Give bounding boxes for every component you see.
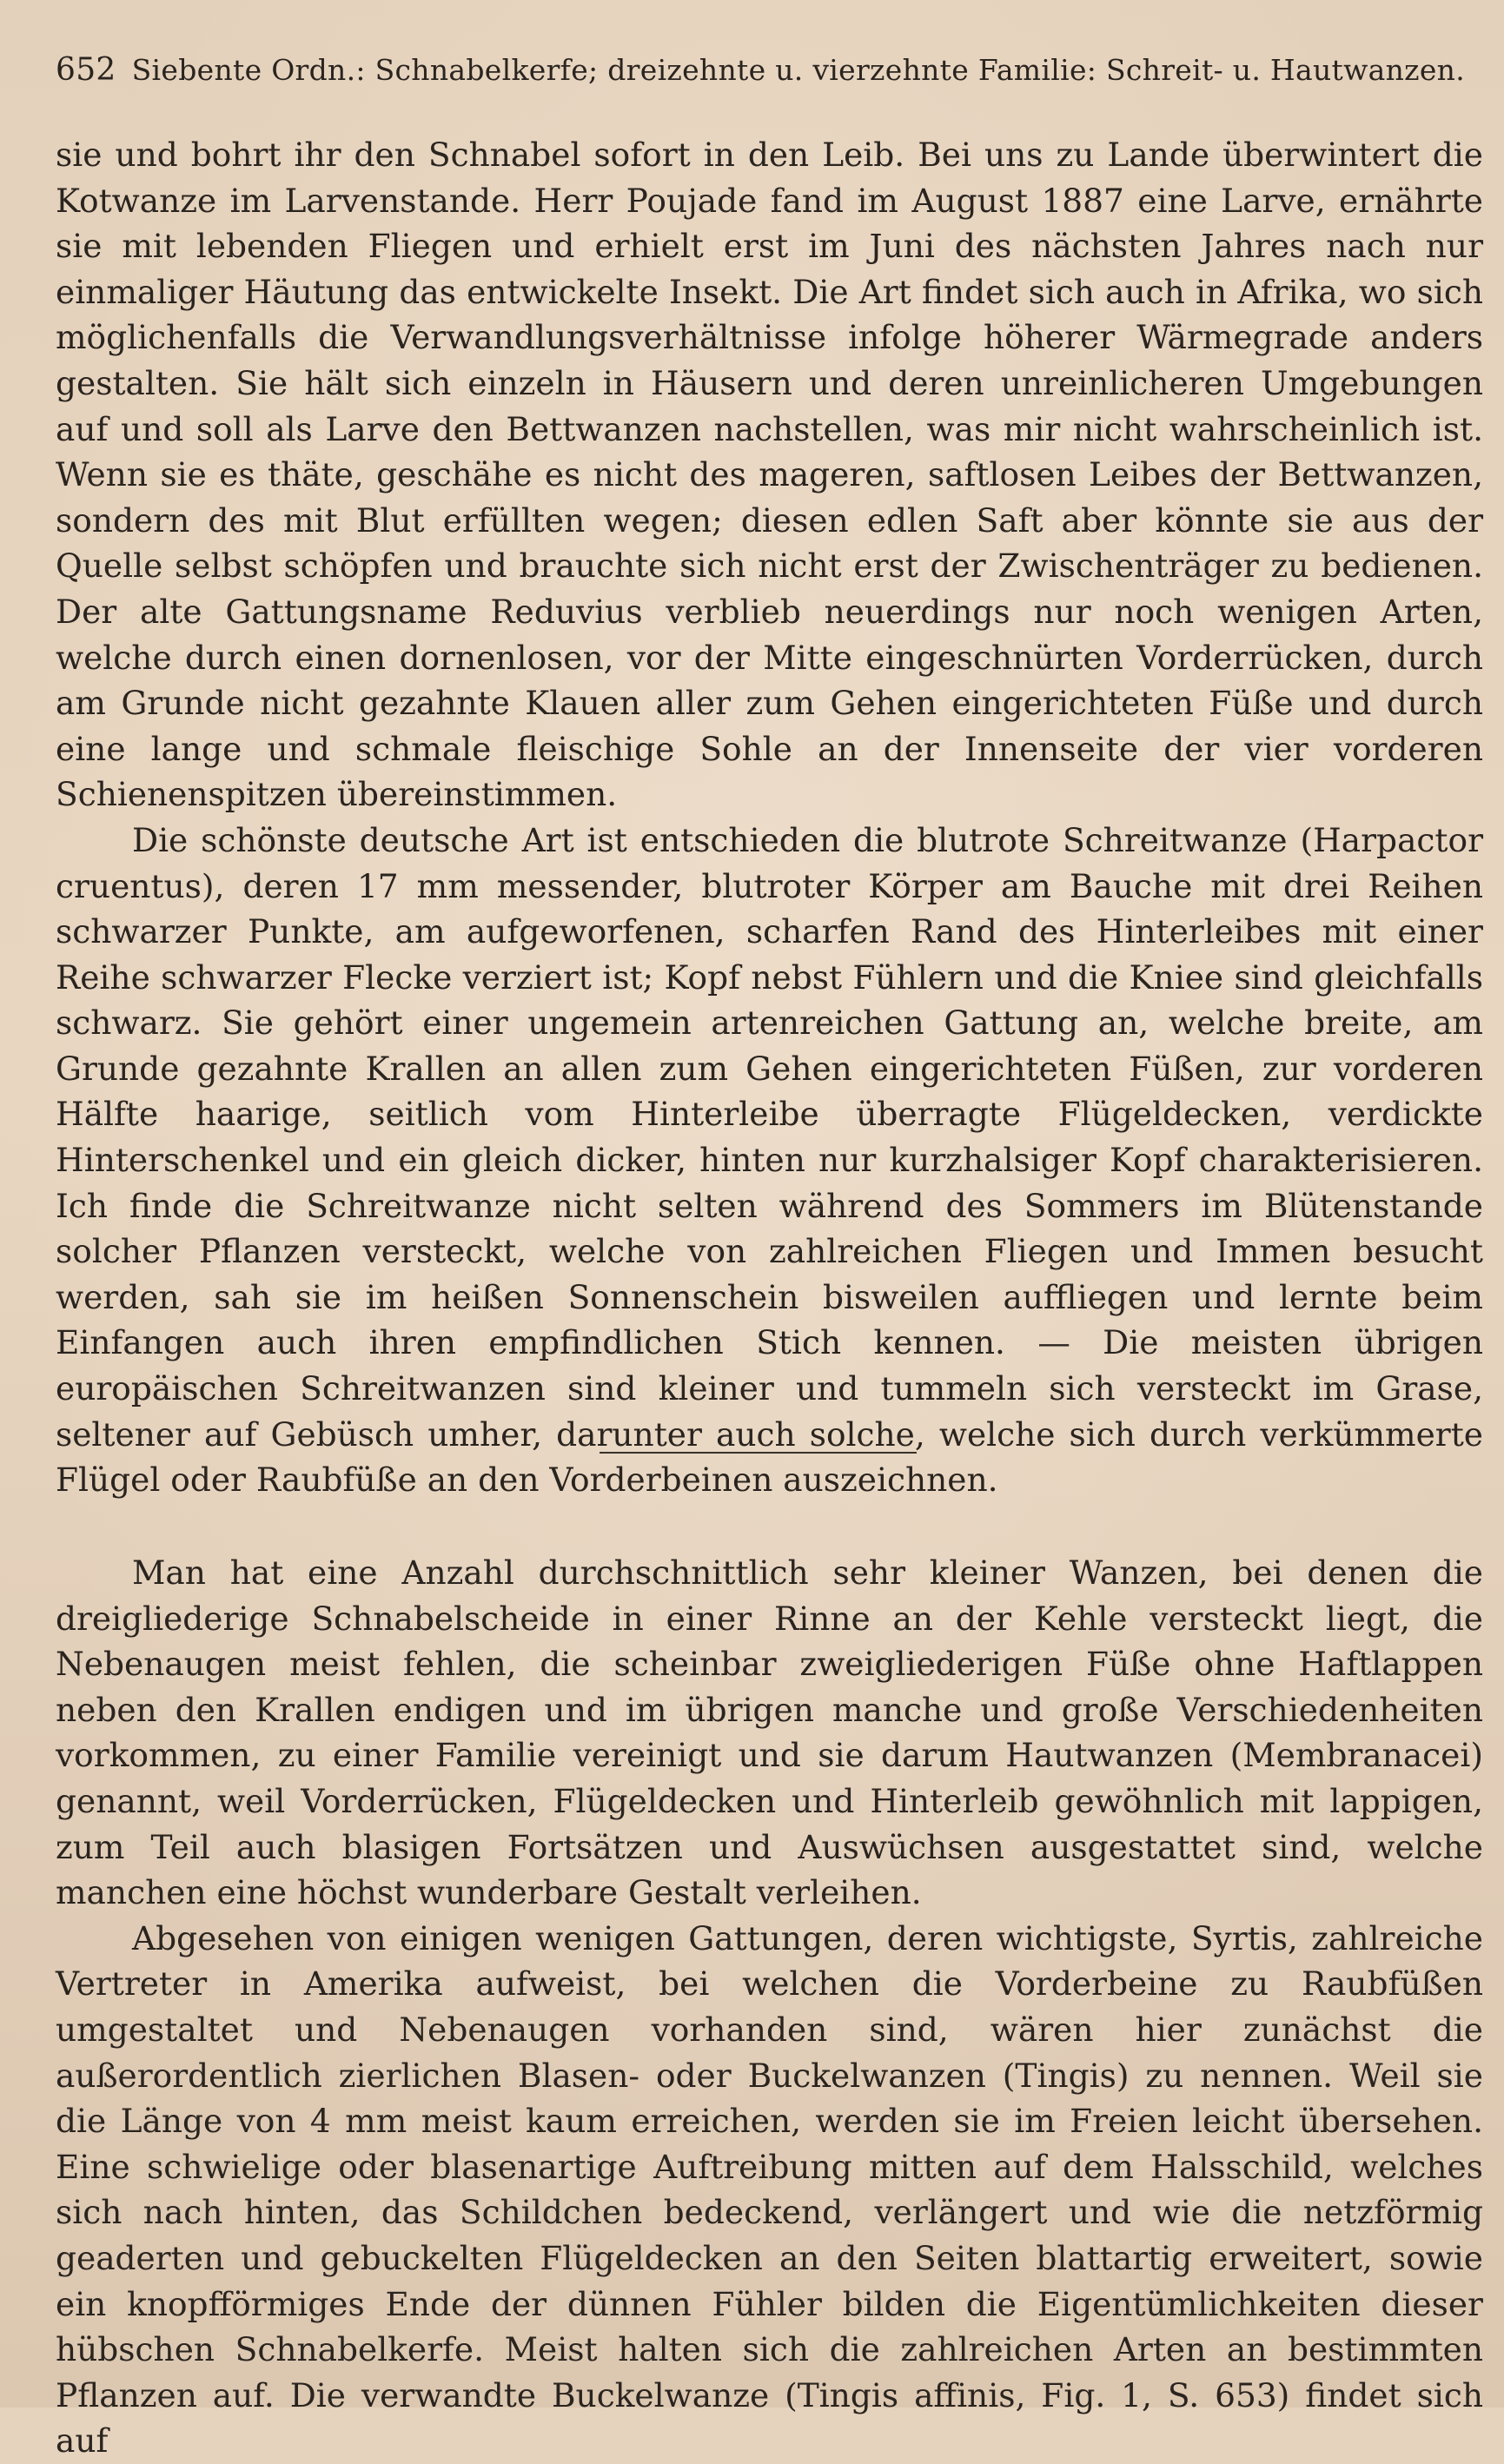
section-hautwanzen [56, 1550, 1483, 2464]
section-divider [600, 1452, 917, 1454]
running-header [56, 52, 1466, 88]
page-number: 652 [56, 52, 116, 88]
running-title: Siebente Ordn.: Schnabelkerfe; dreizehnte u. vierzehnte Familie: Schreit- u. Hautwanzen. [131, 53, 1466, 87]
section-schreitwanzen [56, 132, 1483, 1503]
paragraph-kotwanze: sie und bohrt ihr den Schnabel sofort in den Leib. Bei uns zu Lande überwintert die Kotwanze im Larvenstande. Herr Poujade fand im August 1887 eine Larve, ernährte sie mit lebenden Fliegen und erhielt erst im Juni des nächsten Jahres nach nur einmaliger Häutung das entwickelte Insekt. Die Art findet sich auch in Afrika, wo sich möglichenfalls die Verwandlungsverhältnisse infolge höherer Wärmegrade anders gestalten. Sie hält sich einzeln in Häusern und deren unreinlicheren Umgebungen auf und soll als Larve den Bettwanzen nachstellen, was mir nicht wahrscheinlich ist. Wenn sie es thäte, geschähe es nicht des mageren, saftlosen Leibes der Bettwanzen, sondern des mit Blut erfüllten wegen; diesen edlen Saft aber könnte sie aus der Quelle selbst schöpfen und brauchte sich nicht erst der Zwischenträger zu bedienen. Der alte Gattungsname Reduvius verblieb neuerdings nur noch wenigen Arten, welche durch einen dornenlosen, vor der Mitte eingeschnürten Vorderrücken, durch am Grunde nicht gezahnte Klauen aller zum Gehen eingerichteten Füße und durch eine lange und schmale fleischige Sohle an der Innenseite der vier vorderen Schienenspitzen übereinstimmen. [56, 136, 1483, 814]
paragraph-blutrote-schreitwanze: Die schönste deutsche Art ist entschieden die blutrote Schreitwanze (Harpactor cruentus), deren 17 mm messender, blutroter Körper am Bauche mit drei Reihen schwarzer Punkte, am aufgeworfenen, scharfen Rand des Hinterleibes mit einer Reihe schwarzer Flecke verziert ist; Kopf nebst Fühlern und die Kniee sind gleichfalls schwarz. Sie gehört einer ungemein artenreichen Gattung an, welche breite, am Grunde gezahnte Krallen an allen zum Gehen eingerichteten Füßen, zur vorderen Hälfte haarige, seitlich vom Hinterleibe überragte Flügeldecken, verdickte Hinterschenkel und ein gleich dicker, hinten nur kurzhalsiger Kopf charakterisieren. Ich finde die Schreitwanze nicht selten während des Sommers im Blütenstande solcher Pflanzen versteckt, welche von zahlreichen Fliegen und Immen besucht werden, sah sie im heißen Sonnenschein bisweilen auffliegen und lernte beim Einfangen auch ihren empfindlichen Stich kennen. — Die meisten übrigen europäischen Schreitwanzen sind kleiner und tummeln sich versteckt im Grase, seltener auf Gebüsch umher, darunter auch solche, welche sich durch verkümmerte Flügel oder Raubfüße an den Vorderbeinen auszeichnen. [56, 820, 1483, 1500]
paragraph-buckelwanzen: Abgesehen von einigen wenigen Gattungen, deren wichtigste, Syrtis, zahlreiche Vertreter in Amerika aufweist, bei welchen die Vorderbeine zu Raubfüßen umgestaltet und Nebenaugen vorhanden sind, wären hier zunächst die außerordentlich zierlichen Blasen- oder Buckelwanzen (Tingis) zu nennen. Weil sie die Länge von 4 mm meist kaum erreichen, werden sie im Freien leicht übersehen. Eine schwielige oder blasenartige Auftreibung mitten auf dem Halsschild, welches sich nach hinten, das Schildchen bedeckend, verlängert und wie die netzförmig geaderten und gebuckelten Flügeldecken an den Seiten blattartig erweitert, sowie ein knopfförmiges Ende der dünnen Fühler bilden die Eigentümlichkeiten dieser hübschen Schnabelkerfe. Meist halten sich die zahlreichen Arten an bestimmten Pflanzen auf. Die verwandte Buckelwanze (Tingis affinis, Fig. 1, S. 653) findet sich auf [56, 1918, 1483, 2461]
paragraph-hautwanzen-intro: Man hat eine Anzahl durchschnittlich sehr kleiner Wanzen, bei denen die dreigliederige Schnabelscheide in einer Rinne an der Kehle versteckt liegt, die Nebenaugen meist fehlen, die scheinbar zweigliederigen Füße ohne Haftlappen neben den Krallen endigen und im übrigen manche und große Verschiedenheiten vorkommen, zu einer Familie vereinigt und sie darum Hautwanzen (Membranacei) genannt, weil Vorderrücken, Flügeldecken und Hinterleib gewöhnlich mit lappigen, zum Teil auch blasigen Fortsätzen und Auswüchsen ausgestattet sind, welche manchen eine höchst wunderbare Gestalt verleihen. [56, 1553, 1483, 1912]
